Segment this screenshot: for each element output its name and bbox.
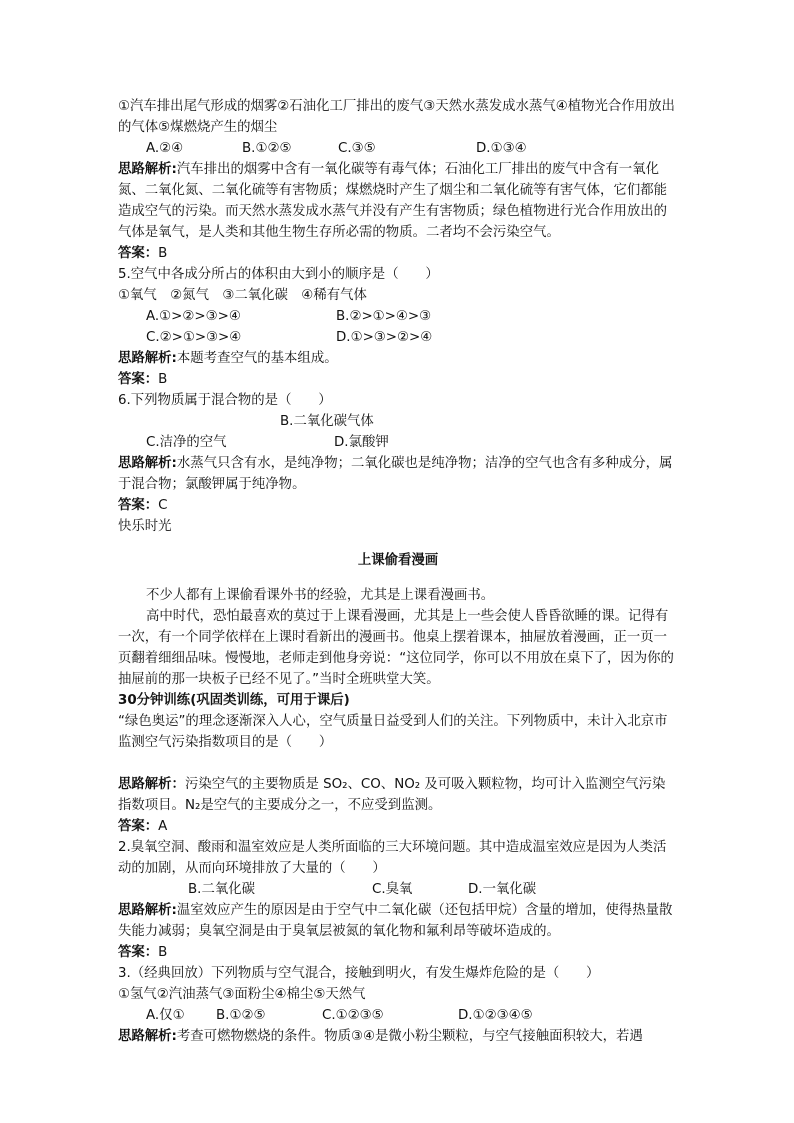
t3-analysis (118, 1026, 678, 1047)
t2-option-b: B.二氧化碳 (188, 881, 256, 897)
q4-option-b: B.①②⑤ (242, 141, 292, 156)
analysis-label: 思路解析: (118, 902, 177, 918)
q5-option-b: B.②>①>④>③ (336, 309, 432, 324)
t3-stem: 3.（经典回放）下列物质与空气混合，接触到明火，有发生爆炸危险的是（ ） (118, 965, 600, 981)
t2-option-c: C.臭氧 (372, 881, 413, 897)
q5-option-c: C.②>①>③>④ (146, 330, 242, 345)
analysis-text: 考查可燃物燃烧的条件。物质③④是微小粉尘颗粒，与空气接触面积较大，若遇 (176, 1028, 643, 1044)
story-paragraph-1: 不少人都有上课偷看课外书的经验，尤其是上课看漫画书。 (146, 587, 495, 603)
q4-stem: ①汽车排出尾气形成的烟雾②石油化工厂排出的废气③天然水蒸发成水蒸气④植物光合作用放出的气体⑤煤燃烧产生的烟尘 (118, 99, 675, 135)
q6-answer (118, 495, 678, 516)
q4-option-c: C.③⑤ (338, 141, 376, 156)
q5-items: ①氧气 ②氮气 ③二氧化碳 ④稀有气体 (118, 288, 367, 303)
document-page (118, 96, 678, 1047)
q5-option-a: A.①>②>③>④ (146, 309, 241, 324)
q6-options-row2 (118, 432, 678, 453)
analysis-label: 思路解析: (118, 162, 177, 177)
t3-option-d: D.①②③④⑤ (458, 1007, 533, 1023)
happy-time-label: 快乐时光 (118, 519, 172, 534)
t3-option-c: C.①②③⑤ (322, 1007, 384, 1023)
t3-option-a: A.仅① (146, 1007, 185, 1023)
q6-analysis (118, 453, 678, 495)
answer-value: A (158, 818, 168, 834)
t2-stem: 2.臭氧空洞、酸雨和温室效应是人类所面临的三大环境问题。其中造成温室效应是因为人类活动的加剧，从而向环境排放了大量的（ ） (118, 839, 667, 876)
story-title: 上课偷看漫画 (357, 553, 439, 569)
analysis-label: 思路解析： (118, 776, 185, 792)
analysis-text: 污染空气的主要物质是 SO₂、CO、NO₂ 及可吸入颗粒物，均可计入监测空气污染指数项目。N₂是空气的主要成分之一，不应受到监测。 (118, 776, 666, 813)
analysis-text: 水蒸气只含有水，是纯净物；二氧化碳也是纯净物；洁净的空气也含有多种成分，属于混合物；氯酸钾属于纯净物。 (118, 456, 673, 492)
answer-label: 答案： (118, 498, 159, 513)
answer-label: 答案： (118, 944, 159, 960)
q6-options-row1 (118, 411, 678, 432)
analysis-text: 本题考查空气的基本组成。 (176, 351, 338, 366)
q6-stem: 6.下列物质属于混合物的是（ ） (118, 393, 332, 408)
analysis-text: 汽车排出的烟雾中含有一氧化碳等有毒气体；石油化工厂排出的废气中含有一氧化氮、二氧化氮、二氧化硫等有害物质；煤燃烧时产生了烟尘和二氧化硫等有害气体，它们都能造成空气的污染。而天然水蒸发成水蒸气并没有产生有害物质；绿色植物进行光合作用放出的气体是氧气，是人类和其他生物生存所必需的物质。二者均不会污染空气。 (118, 162, 668, 240)
answer-label: 答案： (118, 246, 159, 261)
q5-option-d: D.①>③>②>④ (336, 330, 433, 345)
answer-label: 答案： (118, 818, 159, 834)
t2-option-d: D.一氧化碳 (468, 881, 537, 897)
training-heading: 30分钟训练(巩固类训练，可用于课后) (118, 692, 350, 708)
t3-option-b: B.①②⑤ (216, 1007, 266, 1023)
answer-value: B (158, 944, 168, 960)
q6-option-b: B.二氧化碳气体 (280, 414, 374, 429)
q6-option-c: C.洁净的空气 (146, 435, 227, 450)
story-paragraph-2: 高中时代，恐怕最喜欢的莫过于上课看漫画，尤其是上一些会使人昏昏欲睡的课。记得有一次，有一个同学依样在上课时看新出的漫画书。他桌上摆着课本，抽屉放着漫画，正一页一页翻着细细品味。慢慢地，老师走到他身旁说：“这位同学，你可以不用放在桌下了，因为你的抽屉前的那一块板子已经不见了。”当时全班哄堂大笑。 (118, 608, 674, 687)
answer-value: B (158, 246, 168, 261)
t1-answer (118, 816, 678, 837)
analysis-label: 思路解析: (118, 1028, 177, 1044)
q4-options (118, 138, 678, 159)
t1-stem: “绿色奥运”的理念逐渐深入人心，空气质量日益受到人们的关注。下列物质中，未计入北京市监测空气污染指数项目的是（ ） (118, 713, 668, 750)
t2-answer (118, 942, 678, 963)
q4-option-a: A.②④ (146, 141, 184, 156)
q5-analysis (118, 348, 678, 369)
t3-items: ①氢气②汽油蒸气③面粉尘④棉尘⑤天然气 (118, 986, 366, 1002)
answer-value: C (158, 498, 168, 513)
t1-analysis (118, 774, 678, 816)
analysis-label: 思路解析: (118, 456, 177, 471)
q4-option-d: D.①③④ (476, 141, 527, 156)
q5-answer (118, 369, 678, 390)
answer-value: B (158, 372, 168, 387)
q4-answer (118, 243, 678, 264)
q4-analysis (118, 159, 678, 243)
t2-options (118, 879, 678, 900)
q5-options-row2 (118, 327, 678, 348)
t1-blank-space (118, 753, 678, 774)
analysis-text: 温室效应产生的原因是由于空气中二氧化碳（还包括甲烷）含量的增加，使得热量散失能力减弱；臭氧空洞是由于臭氧层被氮的氧化物和氟利昂等破坏造成的。 (118, 902, 673, 939)
answer-label: 答案： (118, 372, 159, 387)
q6-option-d: D.氯酸钾 (334, 435, 389, 450)
q5-options-row1 (118, 306, 678, 327)
q5-stem: 5.空气中各成分所占的体积由大到小的顺序是（ ） (118, 267, 439, 282)
t2-analysis (118, 900, 678, 942)
analysis-label: 思路解析: (118, 351, 177, 366)
t3-options (118, 1005, 678, 1026)
